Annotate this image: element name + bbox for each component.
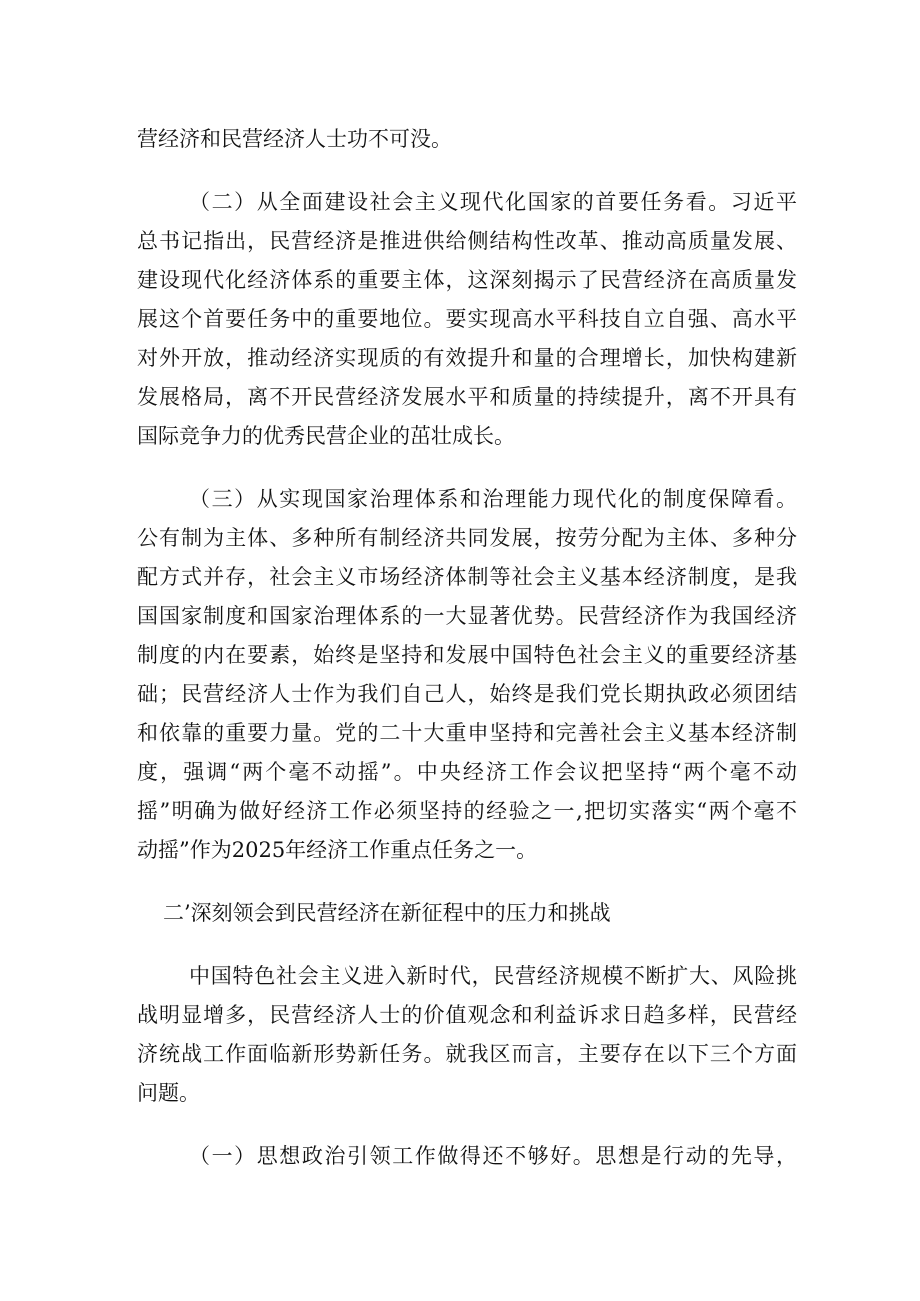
section-heading: 二’深刻领会到民营经济在新征程中的压力和挑战 bbox=[163, 901, 611, 925]
paragraph-line: （三）从实现国家治理体系和治理能力现代化的制度保障看。 bbox=[189, 487, 797, 511]
paragraph-line: 配方式并存，社会主义市场经济体制等社会主义基本经济制度，是我 bbox=[137, 565, 797, 589]
paragraph-line: 度，强调“两个毫不动摇”。中央经济工作会议把坚持“两个毫不动 bbox=[137, 760, 797, 784]
paragraph-gap bbox=[137, 933, 797, 957]
paragraph-line: 展这个首要任务中的重要地位。要实现高水平科技自立自强、高水平 bbox=[137, 307, 797, 331]
paragraph-line: 动摇”作为2025年经济工作重点任务之一。 bbox=[137, 838, 538, 862]
paragraph-line: 公有制为主体、多种所有制经济共同发展，按劳分配为主体、多种分 bbox=[137, 526, 797, 550]
document-body bbox=[137, 120, 797, 1176]
paragraph-line: （一）思想政治引领工作做得还不够好。思想是行动的先导， bbox=[189, 1144, 797, 1168]
paragraph-line: 中国特色社会主义进入新时代，民营经济规模不断扩大、风险挑 bbox=[189, 964, 797, 988]
paragraph-line: 总书记指出，民营经济是推进供给侧结构性改革、推动高质量发展、 bbox=[137, 229, 797, 253]
paragraph-line: 摇”明确为做好经济工作必须坚持的经验之一,把切实落实“两个毫不 bbox=[137, 799, 797, 823]
paragraph-line: 济统战工作面临新形势新任务。就我区而言，主要存在以下三个方面 bbox=[137, 1042, 797, 1066]
paragraph-line: 营经济和民营经济人士功不可没。 bbox=[137, 127, 452, 151]
paragraph-line: 问题。 bbox=[137, 1081, 200, 1105]
paragraph-line: 国际竞争力的优秀民营企业的茁壮成长。 bbox=[137, 424, 515, 448]
paragraph-gap bbox=[137, 870, 797, 894]
paragraph-line: 制度的内在要素，始终是坚持和发展中国特色社会主义的重要经济基 bbox=[137, 643, 797, 667]
paragraph-line: 础；民营经济人士作为我们自己人，始终是我们党长期执政必须团结 bbox=[137, 682, 797, 706]
paragraph-line: 发展格局，离不开民营经济发展水平和质量的持续提升，离不开具有 bbox=[137, 385, 797, 409]
paragraph-line: 国国家制度和国家治理体系的一大显著优势。民营经济作为我国经济 bbox=[137, 604, 797, 628]
paragraph-line: 战明显增多，民营经济人士的价值观念和利益诉求日趋多样，民营经 bbox=[137, 1003, 797, 1027]
paragraph-gap bbox=[137, 456, 797, 480]
paragraph-line: 对外开放，推动经济实现质的有效提升和量的合理增长，加快构建新 bbox=[137, 346, 797, 370]
paragraph-gap bbox=[137, 1113, 797, 1137]
paragraph-line: 建设现代化经济体系的重要主体，这深刻揭示了民营经济在高质量发 bbox=[137, 268, 797, 292]
paragraph-line: 和依靠的重要力量。党的二十大重申坚持和完善社会主义基本经济制 bbox=[137, 721, 797, 745]
paragraph-line: （二）从全面建设社会主义现代化国家的首要任务看。习近平 bbox=[189, 190, 797, 214]
paragraph-gap bbox=[137, 159, 797, 183]
